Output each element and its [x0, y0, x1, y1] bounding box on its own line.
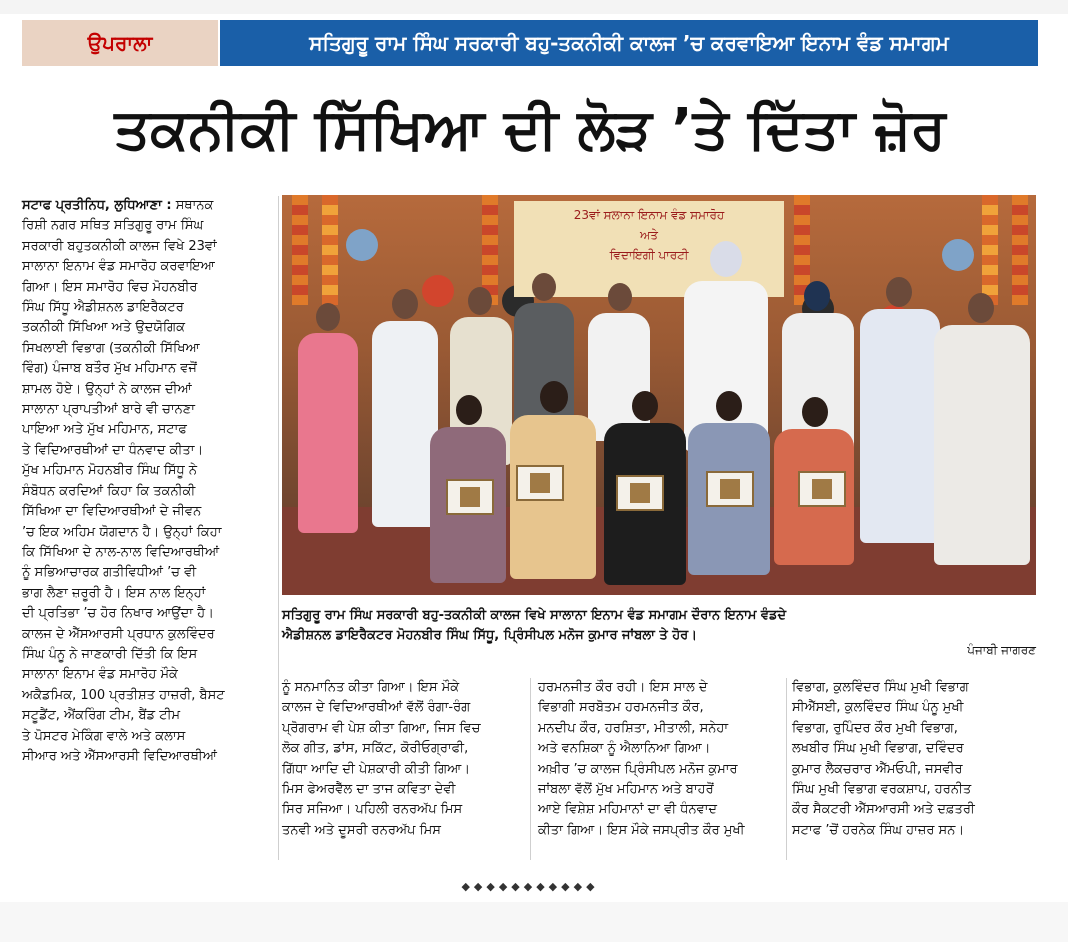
kicker-headline: ਸਤਿਗੁਰੂ ਰਾਮ ਸਿੰਘ ਸਰਕਾਰੀ ਬਹੁ-ਤਕਨੀਕੀ ਕਾਲਜ ’ਚ ਕਰਵਾਇਆ ਇਨਾਮ ਵੰਡ ਸਮਾਗਮ — [220, 20, 1038, 66]
event-photo — [282, 195, 1036, 595]
page-top-strip — [0, 0, 1068, 14]
article-column-4: ਵਿਭਾਗ, ਕੁਲਵਿੰਦਰ ਸਿੰਘ ਮੁਖੀ ਵਿਭਾਗ ਸੀਐੱਸਈ, ਕੁਲਵਿੰਦਰ ਸਿੰਘ ਪੰਨੂ ਮੁਖੀ ਵਿਭਾਗ, ਰੁਪਿੰਦਰ ਕੌਰ ਮੁਖੀ ਵਿਭਾਗ, ਲਖਬੀਰ ਸਿੰਘ ਮੁਖੀ ਵਿਭਾਗ, ਦਵਿੰਦਰ ਕੁਮਾਰ ਲੈਕਚਰਾਰ ਐੱਮਓਪੀ, ਜਸਵੀਰ ਸਿੰਘ ਮੁਖੀ ਵਿਭਾਗ ਵਰਕਸ਼ਾਪ, ਹਰਨੀਤ ਕੌਰ ਸੈਕਟਰੀ ਐੱਸਆਰਸੀ ਅਤੇ ਦਫ਼ਤਰੀ ਸਟਾਫ ’ਚੋਂ ਹਰਨੇਕ ਸਿੰਘ ਹਾਜ਼ਰ ਸਨ। — [792, 680, 975, 838]
photo-credit: ਪੰਜਾਬੀ ਜਾਗਰਣ — [967, 643, 1036, 657]
paper-fan-decoration — [942, 239, 974, 271]
certificate — [616, 475, 664, 511]
standing-person — [932, 293, 1032, 567]
certificate — [798, 471, 846, 507]
photo-caption: ਸਤਿਗੁਰੂ ਰਾਮ ਸਿੰਘ ਸਰਕਾਰੀ ਬਹੁ-ਤਕਨੀਕੀ ਕਾਲਜ ਵਿਖੇ ਸਾਲਾਨਾ ਇਨਾਮ ਵੰਡ ਸਮਾਗਮ ਦੌਰਾਨ ਇਨਾਮ ਵੰਡਦੇ ਐਡੀਸ਼ਨਲ ਡਾਇਰੈਕਟਰ ਮੋਹਨਬੀਰ ਸਿੰਘ ਸਿੱਧੂ, ਪ੍ਰਿੰਸੀਪਲ ਮਨੋਜ ਕੁਮਾਰ ਜਾਂਬਲਾ ਤੇ ਹੋਰ। — [282, 608, 787, 643]
stage-banner-text: 23ਵਾਂ ਸਲਾਨਾ ਇਨਾਮ ਵੰਡ ਸਮਾਰੋਹ ਅਤੇ ਵਿਦਾਇਗੀ ਪਾਰਟੀ — [573, 208, 725, 262]
kicker-band — [22, 20, 1038, 66]
main-headline: ਤਕਨੀਕੀ ਸਿੱਖਿਆ ਦੀ ਲੋੜ ’ਤੇ ਦਿੱਤਾ ਜ਼ੋਰ — [114, 97, 946, 162]
paper-fan-decoration — [346, 229, 378, 261]
decoration-bunting — [322, 195, 338, 305]
decoration-bunting — [1012, 195, 1028, 305]
article-column-1 — [22, 196, 274, 767]
certificate — [706, 471, 754, 507]
section-label: ਉਪਰਾਲਾ — [22, 20, 218, 66]
article-column-2: ਨੂੰ ਸਨਮਾਨਿਤ ਕੀਤਾ ਗਿਆ। ਇਸ ਮੌਕੇ ਕਾਲਜ ਦੇ ਵਿਦਿਆਰਥੀਆਂ ਵੱਲੋਂ ਰੰਗਾ-ਰੰਗ ਪ੍ਰੋਗਰਾਮ ਵੀ ਪੇਸ਼ ਕੀਤਾ ਗਿਆ, ਜਿਸ ਵਿਚ ਲੋਕ ਗੀਤ, ਡਾਂਸ, ਸਕਿੱਟ, ਕੋਰੀਓਗ੍ਰਾਫੀ, ਗਿੱਧਾ ਆਦਿ ਦੀ ਪੇਸ਼ਕਾਰੀ ਕੀਤੀ ਗਿਆ। ਮਿਸ ਫੇਅਰਵੈੱਲ ਦਾ ਤਾਜ ਕਵਿਤਾ ਦੇਵੀ ਸਿਰ ਸਜਿਆ। ਪਹਿਲੀ ਰਨਰਅੱਪ ਮਿਸ ਤਨਵੀ ਅਤੇ ਦੂਸਰੀ ਰਨਰਅੱਪ ਮਿਸ — [282, 680, 481, 838]
byline: ਸਟਾਫ ਪ੍ਰਤੀਨਿਧ, ਲੁਧਿਆਣਾ : — [22, 198, 172, 213]
decoration-bunting — [982, 195, 998, 305]
article-column-1-body: ਰਿਸ਼ੀ ਨਗਰ ਸਥਿਤ ਸਤਿਗੁਰੂ ਰਾਮ ਸਿੰਘ ਸਰਕਾਰੀ ਬਹੁਤਕਨੀਕੀ ਕਾਲਜ ਵਿਖੇ 23ਵਾਂ ਸਾਲਾਨਾ ਇਨਾਮ ਵੰਡ ਸਮਾਰੋਹ ਕਰਵਾਇਆ ਗਿਆ। ਇਸ ਸਮਾਰੋਹ ਵਿਚ ਮੋਹਨਬੀਰ ਸਿੰਘ ਸਿੱਧੂ ਐਡੀਸ਼ਨਲ ਡਾਇਰੈਕਟਰ ਤਕਨੀਕੀ ਸਿੱਖਿਆ ਅਤੇ ਉਦਯੋਗਿਕ ਸਿਖਲਾਈ ਵਿਭਾਗ (ਤਕਨੀਕੀ ਸਿੱਖਿਆ ਵਿੰਗ) ਪੰਜਾਬ ਬਤੌਰ ਮੁੱਖ ਮਹਿਮਾਨ ਵਜੋਂ ਸ਼ਾਮਲ ਹੋਏ। ਉਨ੍ਹਾਂ ਨੇ ਕਾਲਜ ਦੀਆਂ ਸਾਲਾਨਾ ਪ੍ਰਾਪਤੀਆਂ ਬਾਰੇ ਵੀ ਚਾਨਣਾ ਪਾਇਆ ਅਤੇ ਮੁੱਖ ਮਹਿਮਾਨ, ਸਟਾਫ ਤੇ ਵਿਦਿਆਰਥੀਆਂ ਦਾ ਧੰਨਵਾਦ ਕੀਤਾ। ਮੁੱਖ ਮਹਿਮਾਨ ਮੋਹਨਬੀਰ ਸਿੰਘ ਸਿੱਧੂ ਨੇ ਸੰਬੋਧਨ ਕਰਦਿਆਂ ਕਿਹਾ ਕਿ ਤਕਨੀਕੀ ਸਿੱਖਿਆ ਦਾ ਵਿਦਿਆਰਥੀਆਂ ਦੇ ਜੀਵਨ ’ਚ ਇਕ ਅਹਿਮ ਯੋਗਦਾਨ ਹੈ। ਉਨ੍ਹਾਂ ਕਿਹਾ ਕਿ ਸਿੱਖਿਆ ਦੇ ਨਾਲ-ਨਾਲ ਵਿਦਿਆਰਥੀਆਂ ਨੂੰ ਸਭਿਆਚਾਰਕ ਗਤੀਵਿਧੀਆਂ ’ਚ ਵੀ ਭਾਗ ਲੈਣਾ ਜ਼ਰੂਰੀ ਹੈ। ਇਸ ਨਾਲ ਇਨ੍ਹਾਂ ਦੀ ਪ੍ਰਤਿਭਾ ’ਚ ਹੋਰ ਨਿਖਾਰ ਆਉਂਦਾ ਹੈ। ਕਾਲਜ ਦੇ ਐੱਸਆਰਸੀ ਪ੍ਰਧਾਨ ਕੁਲਵਿੰਦਰ ਸਿੰਘ ਪੰਨੂ ਨੇ ਜਾਣਕਾਰੀ ਦਿੱਤੀ ਕਿ ਇਸ ਸਾਲਾਨਾ ਇਨਾਮ ਵੰਡ ਸਮਾਰੋਹ ਮੌਕੇ ਅਕੈਡਮਿਕ, 100 ਪ੍ਰਤੀਸ਼ਤ ਹਾਜ਼ਰੀ, ਬੈਸਟ ਸਟੂਡੈਂਟ, ਐਂਕਰਿੰਗ ਟੀਮ, ਬੈਂਡ ਟੀਮ ਤੇ ਪੋਸਟਰ ਮੇਕਿੰਗ ਵਾਲੇ ਅਤੇ ਕਲਾਸ ਸੀਆਰ ਅਤੇ ਐੱਸਆਰਸੀ ਵਿਦਿਆਰਥੀਆਂ — [22, 218, 225, 764]
decoration-bunting — [292, 195, 308, 305]
certificate — [446, 479, 494, 515]
page-bottom-strip — [0, 902, 1068, 942]
column-divider — [530, 678, 531, 860]
standing-person — [296, 303, 360, 535]
article-column-1-lead: ਸਥਾਨਕ — [171, 198, 214, 213]
certificate — [516, 465, 564, 501]
column-divider — [278, 196, 279, 860]
article-end-mark: ◆◆◆◆◆◆◆◆◆◆◆ — [461, 880, 599, 893]
column-divider — [786, 678, 787, 860]
article-column-3: ਹਰਮਨਜੀਤ ਕੌਰ ਰਹੀ। ਇਸ ਸਾਲ ਦੇ ਵਿਭਾਗੀ ਸਰਬੋਤਮ ਹਰਮਨਜੀਤ ਕੌਰ, ਮਨਦੀਪ ਕੌਰ, ਹਰਸ਼ਿਤਾ, ਮੀਤਾਲੀ, ਸਨੇਹਾ ਅਤੇ ਵਨਸ਼ਿਕਾ ਨੂੰ ਐਲਾਨਿਆ ਗਿਆ। ਅਖ਼ੀਰ ’ਚ ਕਾਲਜ ਪ੍ਰਿੰਸੀਪਲ ਮਨੋਜ ਕੁਮਾਰ ਜਾਂਬਲਾ ਵੱਲੋਂ ਮੁੱਖ ਮਹਿਮਾਨ ਅਤੇ ਬਾਹਰੋਂ ਆਏ ਵਿਸ਼ੇਸ਼ ਮਹਿਮਾਨਾਂ ਦਾ ਵੀ ਧੰਨਵਾਦ ਕੀਤਾ ਗਿਆ। ਇਸ ਮੌਕੇ ਜਸਪ੍ਰੀਤ ਕੌਰ ਮੁਖੀ — [538, 680, 745, 838]
standing-person — [858, 277, 942, 545]
